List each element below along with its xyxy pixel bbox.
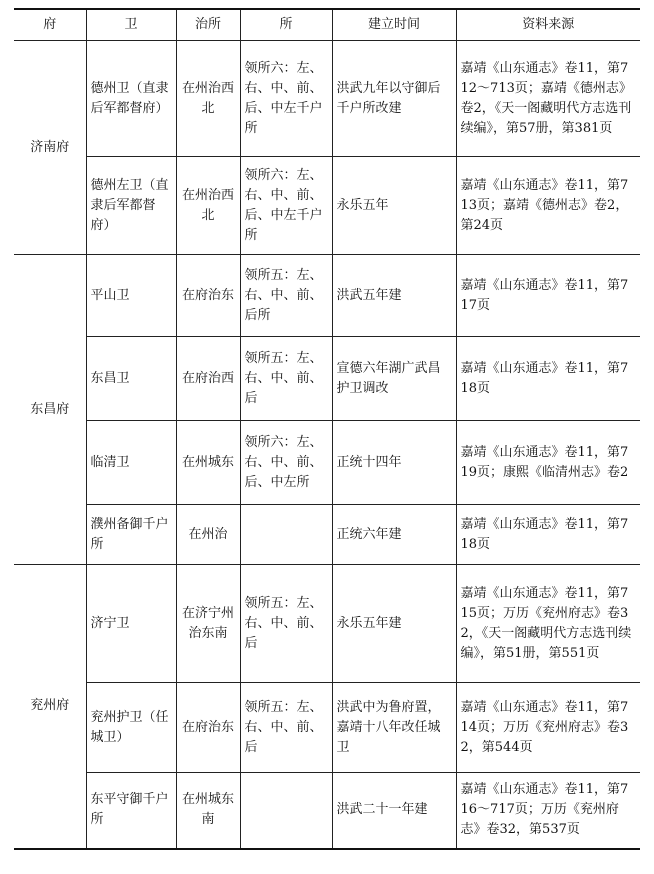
table-row bbox=[14, 505, 640, 565]
wei-cell: 平山卫 bbox=[86, 255, 176, 337]
zhisuo-cell: 在州治西北 bbox=[176, 157, 240, 255]
time-cell: 洪武中为鲁府置，嘉靖十八年改任城卫 bbox=[332, 683, 456, 773]
source-cell: 嘉靖《山东通志》卷11，第719页；康熙《临清州志》卷2 bbox=[456, 421, 640, 505]
time-cell: 洪武九年以守御后千户所改建 bbox=[332, 41, 456, 157]
time-cell: 正统六年建 bbox=[332, 505, 456, 565]
suo-cell bbox=[240, 773, 332, 849]
time-cell: 洪武五年建 bbox=[332, 255, 456, 337]
zhisuo-cell: 在府治西 bbox=[176, 337, 240, 421]
wei-cell: 东昌卫 bbox=[86, 337, 176, 421]
table-row bbox=[14, 41, 640, 157]
suo-cell: 领所五：左、右、中、前、后 bbox=[240, 565, 332, 683]
wei-cell: 兖州护卫（任城卫） bbox=[86, 683, 176, 773]
time-cell: 宣德六年湖广武昌护卫调改 bbox=[332, 337, 456, 421]
wei-cell: 济宁卫 bbox=[86, 565, 176, 683]
wei-cell: 德州卫（直隶后军都督府） bbox=[86, 41, 176, 157]
suo-cell bbox=[240, 505, 332, 565]
garrison-table bbox=[14, 8, 640, 850]
header-fu: 府 bbox=[14, 9, 86, 41]
wei-cell: 濮州备御千户所 bbox=[86, 505, 176, 565]
table-row bbox=[14, 255, 640, 337]
source-cell: 嘉靖《山东通志》卷11，第718页 bbox=[456, 337, 640, 421]
wei-cell: 东平守御千户所 bbox=[86, 773, 176, 849]
source-cell: 嘉靖《山东通志》卷11，第714页；万历《兖州府志》卷32，第544页 bbox=[456, 683, 640, 773]
table-row bbox=[14, 565, 640, 683]
source-cell: 嘉靖《山东通志》卷11，第716～717页；万历《兖州府志》卷32，第537页 bbox=[456, 773, 640, 849]
suo-cell: 领所五：左、右、中、前、后 bbox=[240, 337, 332, 421]
table-row bbox=[14, 421, 640, 505]
source-cell: 嘉靖《山东通志》卷11，第713页；嘉靖《德州志》卷2，第24页 bbox=[456, 157, 640, 255]
header-time: 建立时间 bbox=[332, 9, 456, 41]
table-row bbox=[14, 337, 640, 421]
zhisuo-cell: 在府治东 bbox=[176, 255, 240, 337]
time-cell: 洪武二十一年建 bbox=[332, 773, 456, 849]
zhisuo-cell: 在府治东 bbox=[176, 683, 240, 773]
zhisuo-cell: 在州城东南 bbox=[176, 773, 240, 849]
suo-cell: 领所六：左、右、中、前、后、中左千户所 bbox=[240, 157, 332, 255]
wei-cell: 临清卫 bbox=[86, 421, 176, 505]
source-cell: 嘉靖《山东通志》卷11，第717页 bbox=[456, 255, 640, 337]
source-cell: 嘉靖《山东通志》卷11，第718页 bbox=[456, 505, 640, 565]
source-cell: 嘉靖《山东通志》卷11，第715页；万历《兖州府志》卷32，《天一阁藏明代方志选刊续编》，第51册，第551页 bbox=[456, 565, 640, 683]
zhisuo-cell: 在州治 bbox=[176, 505, 240, 565]
zhisuo-cell: 在州城东 bbox=[176, 421, 240, 505]
wei-cell: 德州左卫（直隶后军都督府） bbox=[86, 157, 176, 255]
table-row bbox=[14, 683, 640, 773]
header-row bbox=[14, 9, 640, 41]
time-cell: 永乐五年 bbox=[332, 157, 456, 255]
fu-cell: 兖州府 bbox=[14, 565, 86, 849]
fu-cell: 东昌府 bbox=[14, 255, 86, 565]
zhisuo-cell: 在济宁州治东南 bbox=[176, 565, 240, 683]
header-suo: 所 bbox=[240, 9, 332, 41]
time-cell: 永乐五年建 bbox=[332, 565, 456, 683]
suo-cell: 领所五：左、右、中、前、后所 bbox=[240, 255, 332, 337]
header-source: 资料来源 bbox=[456, 9, 640, 41]
zhisuo-cell: 在州治西北 bbox=[176, 41, 240, 157]
suo-cell: 领所六：左、右、中、前、后、中左千户所 bbox=[240, 41, 332, 157]
header-wei: 卫 bbox=[86, 9, 176, 41]
table-row bbox=[14, 157, 640, 255]
source-cell: 嘉靖《山东通志》卷11，第712～713页；嘉靖《德州志》卷2，《天一阁藏明代方志选刊续编》，第57册，第381页 bbox=[456, 41, 640, 157]
suo-cell: 领所六：左、右、中、前、后、中左所 bbox=[240, 421, 332, 505]
header-zhisuo: 治所 bbox=[176, 9, 240, 41]
suo-cell: 领所五：左、右、中、前、后 bbox=[240, 683, 332, 773]
time-cell: 正统十四年 bbox=[332, 421, 456, 505]
table-row bbox=[14, 773, 640, 849]
fu-cell: 济南府 bbox=[14, 41, 86, 255]
